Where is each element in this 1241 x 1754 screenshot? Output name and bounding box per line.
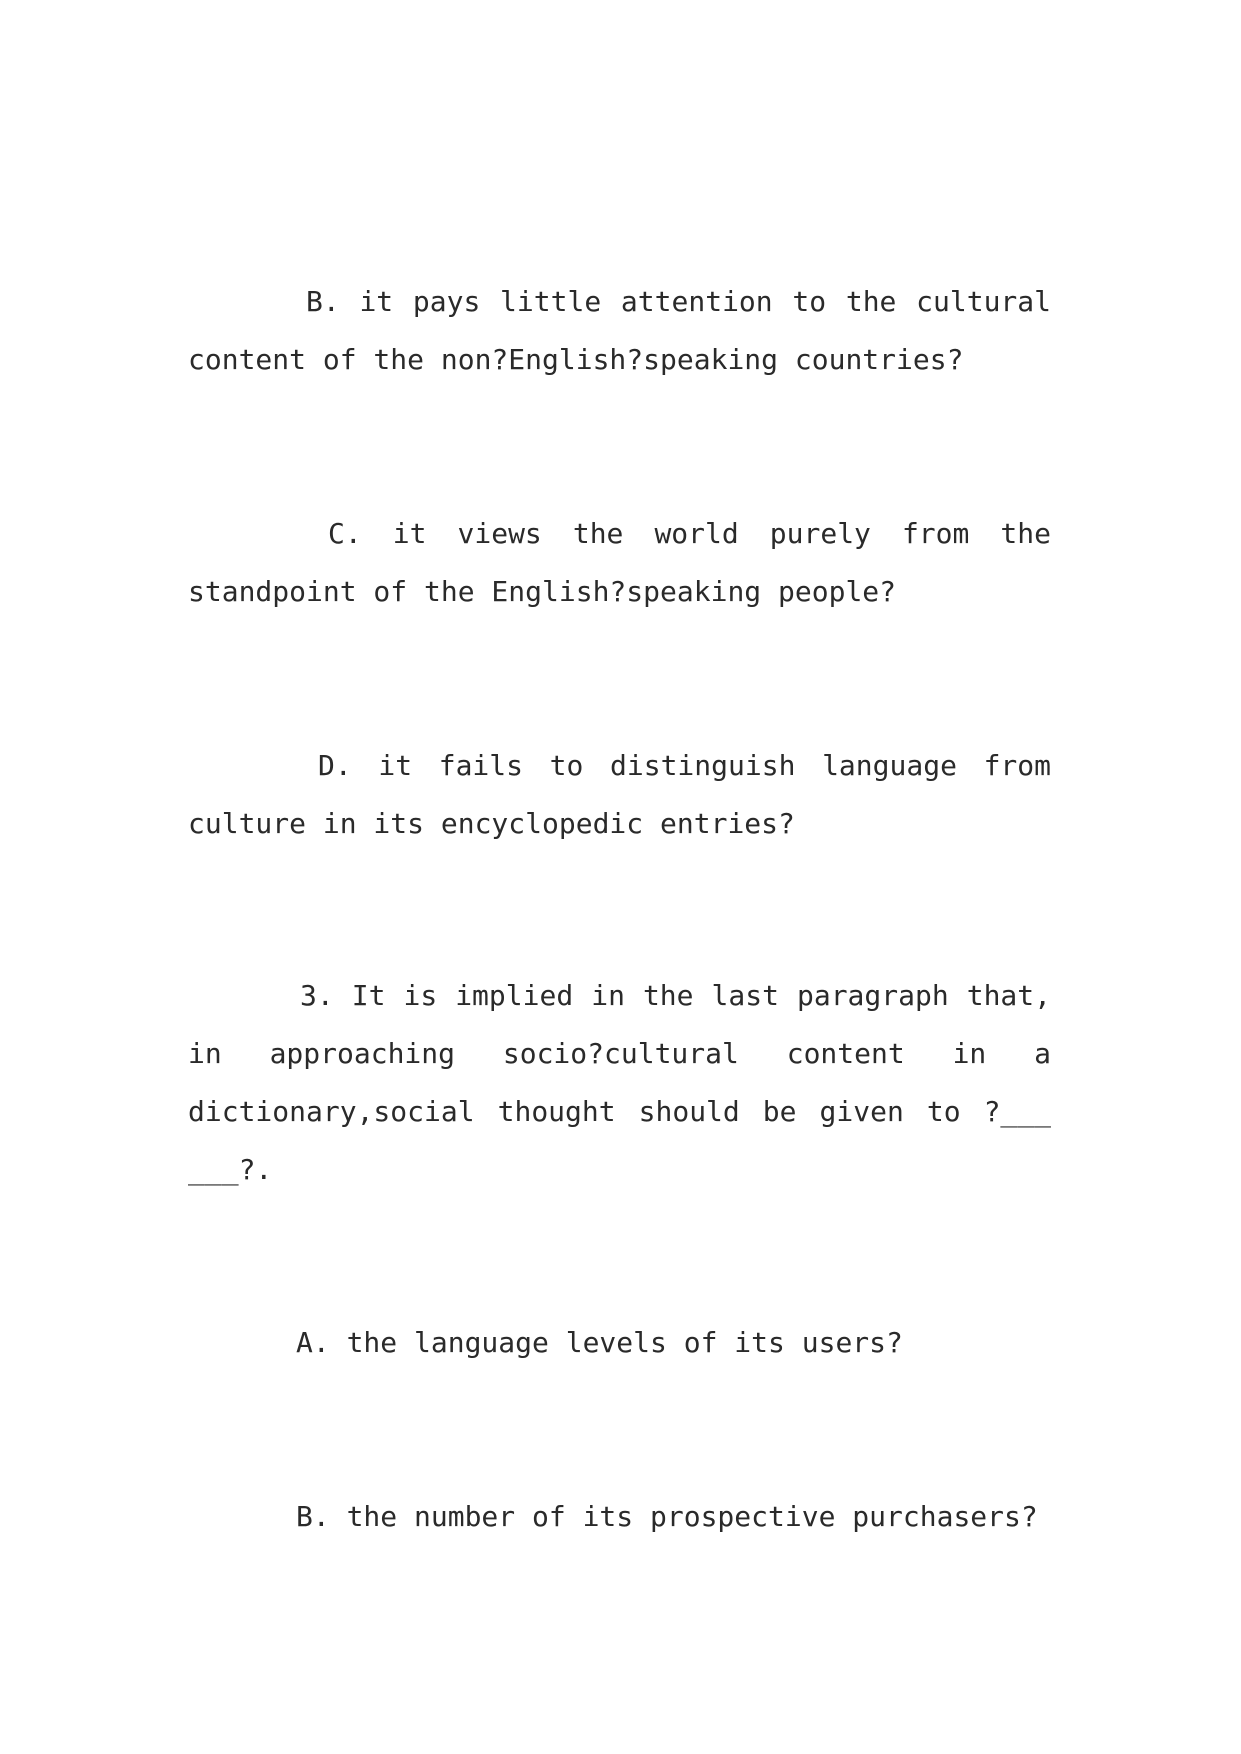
text-line: ___?.: [188, 1153, 273, 1186]
answer-option-d-paragraph: [188, 737, 1051, 853]
text-line: C. it views the world purely from the: [328, 517, 1051, 550]
text-line: B. the number of its prospective purchasers?: [296, 1500, 1038, 1533]
text-line: culture in its encyclopedic entries?: [188, 807, 795, 840]
answer-option-b-paragraph: [188, 273, 1051, 389]
question-3-paragraph: [188, 967, 1051, 1199]
text-line: standpoint of the English?speaking people?: [188, 575, 897, 608]
text-line: in approaching socio?cultural content in a: [188, 1037, 1051, 1070]
text-line: B. it pays little attention to the cultural: [306, 285, 1051, 318]
question-3-option-a-paragraph: [188, 1314, 1051, 1372]
text-line: content of the non?English?speaking countries?: [188, 343, 964, 376]
question-3-option-b-paragraph: [188, 1488, 1051, 1546]
text-line: 3. It is implied in the last paragraph that,: [300, 979, 1051, 1012]
text-line: dictionary,social thought should be given to ?___: [188, 1095, 1051, 1128]
text-line: A. the language levels of its users?: [296, 1326, 903, 1359]
text-line: D. it fails to distinguish language from: [318, 749, 1051, 782]
answer-option-c-paragraph: [188, 505, 1051, 621]
